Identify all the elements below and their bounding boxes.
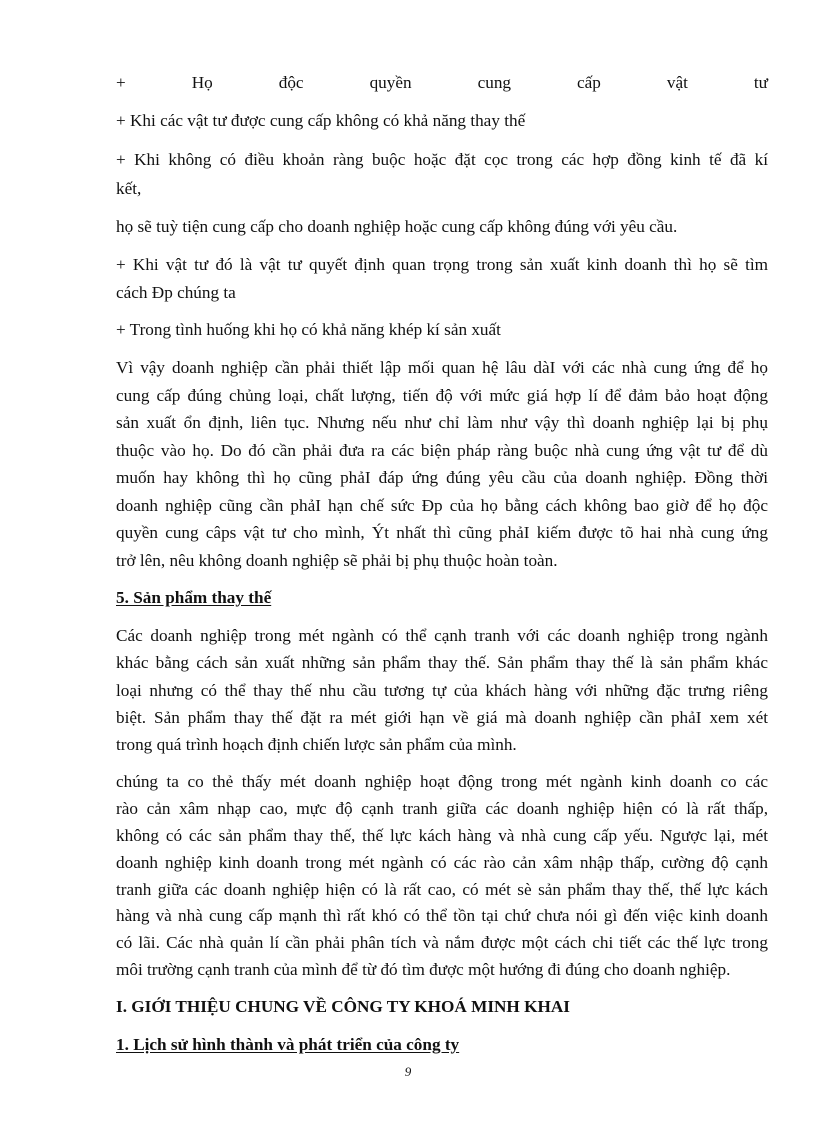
- paragraph-1-line: muốn hay không thì họ cũng phảI đáp ứng đúng yêu cầu của doanh nghiệp. Đồng thời: [116, 468, 768, 487]
- paragraph-3-line: chúng ta co thẻ thấy mét doanh nghiệp hoạt động trong mét ngành kinh doanh co các: [116, 772, 768, 791]
- bullet-line-4: họ sẽ tuỳ tiện cung cấp cho doanh nghiệp hoặc cung cấp không đúng với yêu cầu.: [116, 217, 678, 236]
- chapter-heading: I. GIỚI THIỆU CHUNG VỀ CÔNG TY KHOÁ MINH KHAI: [116, 997, 570, 1016]
- paragraph-3-line: không có các sản phẩm thay thế, thế lực kách hàng và nhà cung cấp yếu. Ngược lại, mét: [116, 826, 768, 845]
- paragraph-2-line: Các doanh nghiệp trong mét ngành có thể cạnh tranh với các doanh nghiệp trong ngành: [116, 626, 768, 645]
- paragraph-3-line: môi trường cạnh tranh của mình để từ đó tìm được một hướng đi đúng cho doanh nghiệp.: [116, 960, 731, 979]
- paragraph-1-line: doanh nghiệp cũng cần phảI hạn chế sức Đp của họ bằng cách không bao giờ để họ độc: [116, 496, 768, 515]
- paragraph-3-line: doanh nghiệp kinh doanh trong mét ngành có các rào cản xâm nhập thấp, cường độ cạnh: [116, 853, 768, 872]
- page-number: 9: [404, 1064, 412, 1079]
- bullet-line-1: + Họ độc quyền cung cấp vật tư: [116, 73, 768, 92]
- subsection-heading: 1. Lịch sử hình thành và phát triển của công ty: [116, 1035, 460, 1054]
- paragraph-3-line: rào cản xâm nhạp cao, mực độ cạnh tranh giữa các doanh nghiệp hiện có là rất thấp,: [116, 799, 768, 818]
- paragraph-3-line: tranh giữa các doanh nghiệp hiện có là rất cao, có mét sè sản phẩm thay thế, thế lực kách: [116, 880, 768, 899]
- paragraph-1-line: trở lên, nêu không doanh nghiệp sẽ phải bị phụ thuộc hoàn toàn.: [116, 551, 558, 570]
- paragraph-3-line: hàng và nhà cung cấp mạnh thì rất khó có thể tồn tại chứ chưa nói gì đến việc kinh doanh: [116, 906, 768, 925]
- bullet-line-3b: kết,: [116, 179, 142, 198]
- bullet-line-2: + Khi các vật tư được cung cấp không có khả năng thay thế: [116, 111, 526, 130]
- bullet-line-6: + Trong tình huống khi họ có khả năng khép kí sản xuất: [116, 320, 501, 339]
- paragraph-1-line: sản xuất ổn định, liên tục. Nhưng nếu như chỉ làm như vậy thì doanh nghiệp lại bị phụ: [116, 413, 768, 432]
- paragraph-1-line: thuộc vào họ. Do đó cần phải đưa ra các biện pháp ràng buộc nhà cung ứng vật tư để dù: [116, 441, 768, 460]
- paragraph-2-line: biệt. Sản phẩm thay thế đặt ra mét giới hạn về giá mà doanh nghiệp cần phảI xem xét: [116, 708, 768, 727]
- bullet-line-5a: + Khi vật tư đó là vật tư quyết định quan trọng trong sản xuất kinh doanh thì họ sẽ tìm: [116, 255, 768, 274]
- paragraph-2-line: loại nhưng có thể thay thế nhu cầu tương tự của khách hàng với những đặc trưng riêng: [116, 681, 768, 700]
- bullet-line-3a: + Khi không có điều khoản ràng buộc hoặc đặt cọc trong các hợp đồng kinh tế đã kí: [116, 150, 768, 169]
- paragraph-1-line: quyền cung câps vật tư cho mình, Ýt nhất thì cũng phảI kiếm được tõ hai nhà cung ứng: [116, 523, 768, 542]
- section-5-heading: 5. Sản phẩm thay thế: [116, 588, 272, 607]
- bullet-line-5b: cách Đp chúng ta: [116, 283, 236, 302]
- paragraph-2-line: trong quá trình hoạch định chiến lược sản phẩm của mình.: [116, 735, 517, 754]
- paragraph-1-line: cung cấp đúng chủng loại, chất lượng, tiến độ với mức giá hợp lí để đảm bảo hoạt động: [116, 386, 768, 405]
- paragraph-3-line: có lãi. Các nhà quản lí cần phải phân tích và nắm được một cách chi tiết các thế lực trong: [116, 933, 768, 952]
- paragraph-2-line: khác bằng cách sản xuất những sản phẩm thay thế. Sản phẩm thay thế là sản phẩm khác: [116, 653, 768, 672]
- paragraph-1-line: Vì vậy doanh nghiệp cần phải thiết lập mối quan hệ lâu dàI với các nhà cung ứng để họ: [116, 358, 768, 377]
